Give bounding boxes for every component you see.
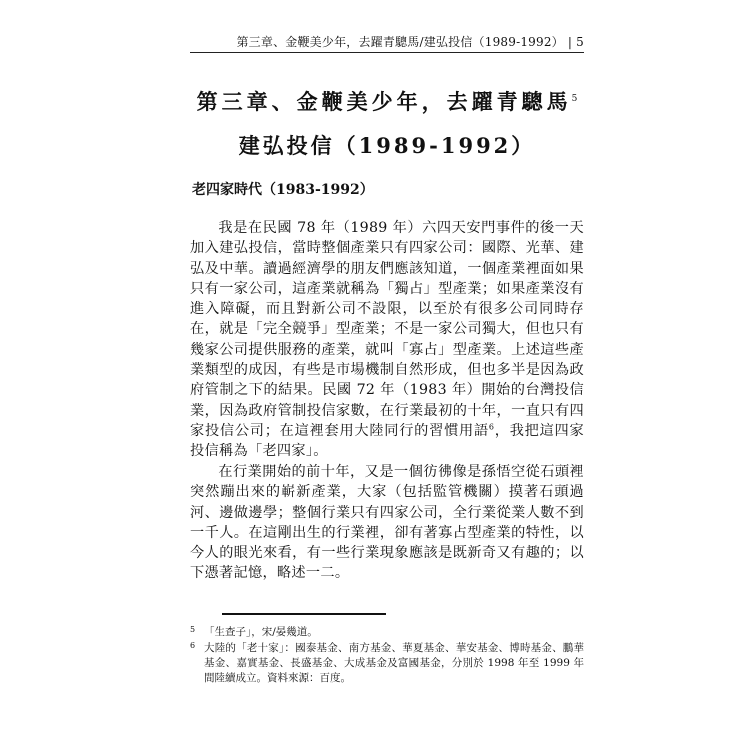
body-paragraph-1 xyxy=(190,218,584,462)
sub-heading: 老四家時代（1983-1992） xyxy=(192,182,374,198)
chapter-title-text: 第三章、金鞭美少年，去躍青驄馬 xyxy=(196,89,572,114)
paragraph-1-text-end: ，我把這四家投信稱為「老四家」。 xyxy=(190,422,584,460)
footnote-rule xyxy=(222,613,386,615)
running-header-title: 第三章、金鞭美少年，去躍青驄馬/建弘投信（1989-1992） xyxy=(236,35,564,49)
footnote-item xyxy=(190,625,584,640)
chapter-footnote-ref: 5 xyxy=(571,94,578,104)
running-header xyxy=(190,33,584,50)
page-number: 5 xyxy=(576,35,584,49)
footnote-mark: 6 xyxy=(190,641,196,650)
section-title: 建弘投信（1989-1992） xyxy=(238,133,536,158)
body-paragraph-2: 在行業開始的前十年，又是一個彷彿像是孫悟空從石頭裡突然蹦出來的嶄新產業，大家（包括監管機關）摸著石頭過河、邊做邊學；整個行業只有四家公司，全行業從業人數不到一千人。在這剛出生的行業裡，卻有著寡占型產業的特性，以今人的眼光來看，有一些行業現象應該是既新奇又有趣的；以下憑著記憶，略述一二。 xyxy=(190,464,584,582)
chapter-title xyxy=(190,86,584,116)
footnote-item xyxy=(190,641,584,686)
footnote-text: 大陸的「老十家」：國泰基金、南方基金、華夏基金、華安基金、博時基金、鵬華基金、嘉實基金、長盛基金、大成基金及富國基金，分別於 1998 年至 1999 年間陸續成立。資料來源：百度。 xyxy=(204,642,584,684)
footnote-text: 「生查子」，宋/晏幾道。 xyxy=(204,626,318,638)
footnotes xyxy=(190,625,584,687)
footnote-mark: 5 xyxy=(190,625,196,634)
header-rule xyxy=(190,52,584,53)
paragraph-footnote-ref: 6 xyxy=(488,422,495,432)
paragraph-1-text: 我是在民國 78 年（1989 年）六四天安門事件的後一天加入建弘投信，當時整個產業只有四家公司：國際、光華、建弘及中華。讀過經濟學的朋友們應該知道，一個產業裡面如果只有一家公司，這產業就稱為「獨占」型產業；如果產業沒有進入障礙，而且對新公司不設限，以至於有很多公司同時存在，就是「完全競爭」型產業；不是一家公司獨大，但也只有幾家公司提供服務的產業，就叫「寡占」型產業。上述這些產業類型的成因，有些是市場機制自然形成，但也多半是因為政府管制之下的結果。民國 72 年（1983 年）開始的台灣投信業，因為政府管制投信家數，在行業最初的十年，一直只有四家投信公司；在這裡套用大陸同行的習慣用語 xyxy=(190,220,584,439)
running-header-separator: | xyxy=(567,35,573,49)
